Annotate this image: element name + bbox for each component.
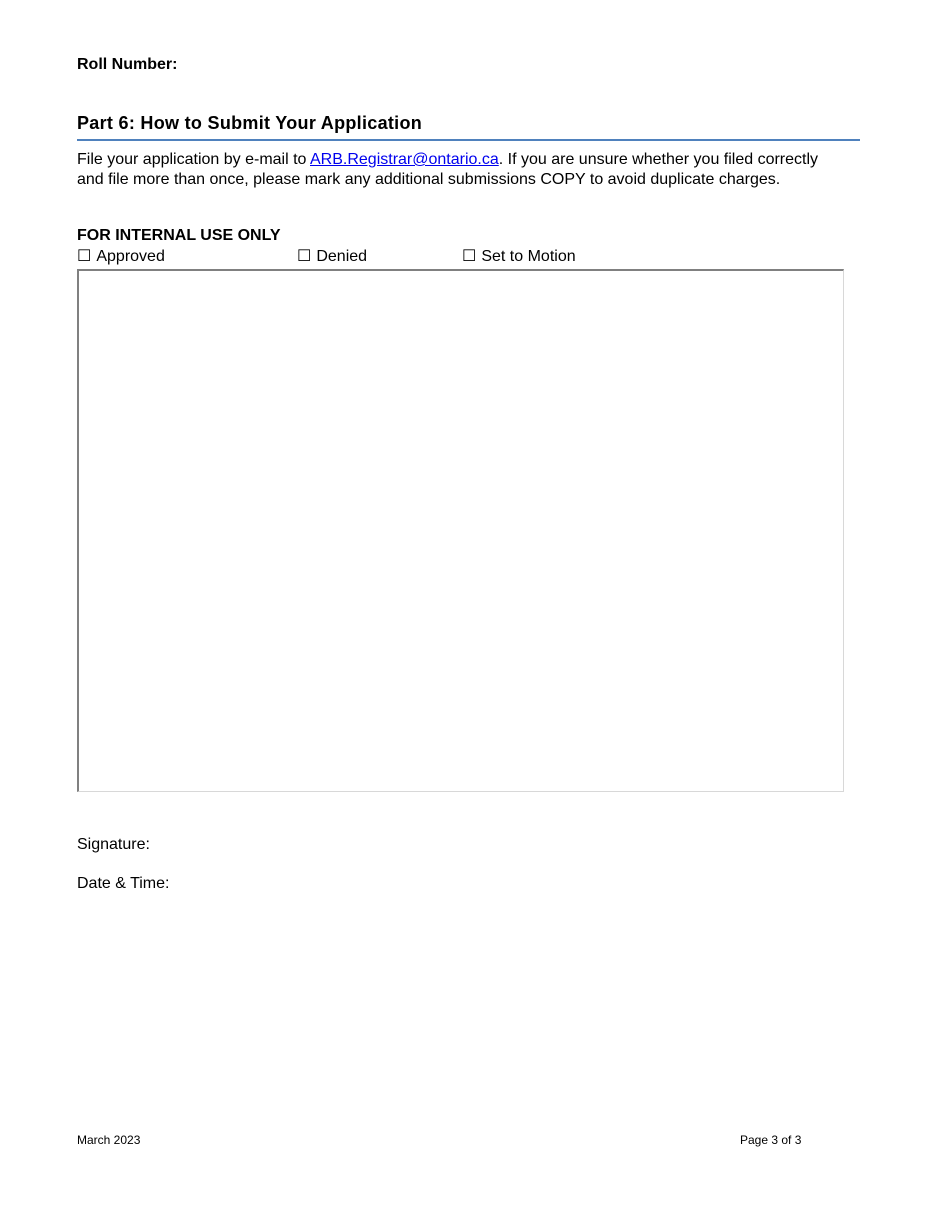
internal-use-heading: FOR INTERNAL USE ONLY [77, 227, 281, 244]
submission-instructions [77, 150, 837, 189]
signature-label: Signature: [77, 836, 150, 853]
registrar-email-link[interactable]: ARB.Registrar@ontario.ca [310, 151, 499, 168]
denied-label: Denied [316, 248, 368, 265]
checkbox-icon: ☐ [77, 248, 92, 265]
footer-date: March 2023 [77, 1133, 141, 1147]
instructions-text-end: . If you are unsure whether you filed correctly and file more than once, please mark any additional submissions COPY to avoid duplicate charges. [77, 151, 819, 188]
checkbox-icon: ☐ [462, 248, 477, 265]
internal-notes-field[interactable] [77, 269, 844, 792]
approved-checkbox[interactable] [77, 247, 165, 267]
instructions-text-start: File your application by e-mail to [77, 151, 310, 168]
set-to-motion-label: Set to Motion [481, 248, 576, 265]
footer-page-number: Page 3 of 3 [740, 1133, 802, 1147]
denied-checkbox[interactable] [297, 247, 367, 267]
approved-label: Approved [96, 248, 165, 265]
roll-number-label: Roll Number: [77, 56, 178, 73]
heading-divider [77, 139, 860, 141]
date-time-label: Date & Time: [77, 875, 170, 892]
section-heading: Part 6: How to Submit Your Application [77, 113, 423, 133]
set-to-motion-checkbox[interactable] [462, 247, 576, 267]
checkbox-icon: ☐ [297, 248, 312, 265]
